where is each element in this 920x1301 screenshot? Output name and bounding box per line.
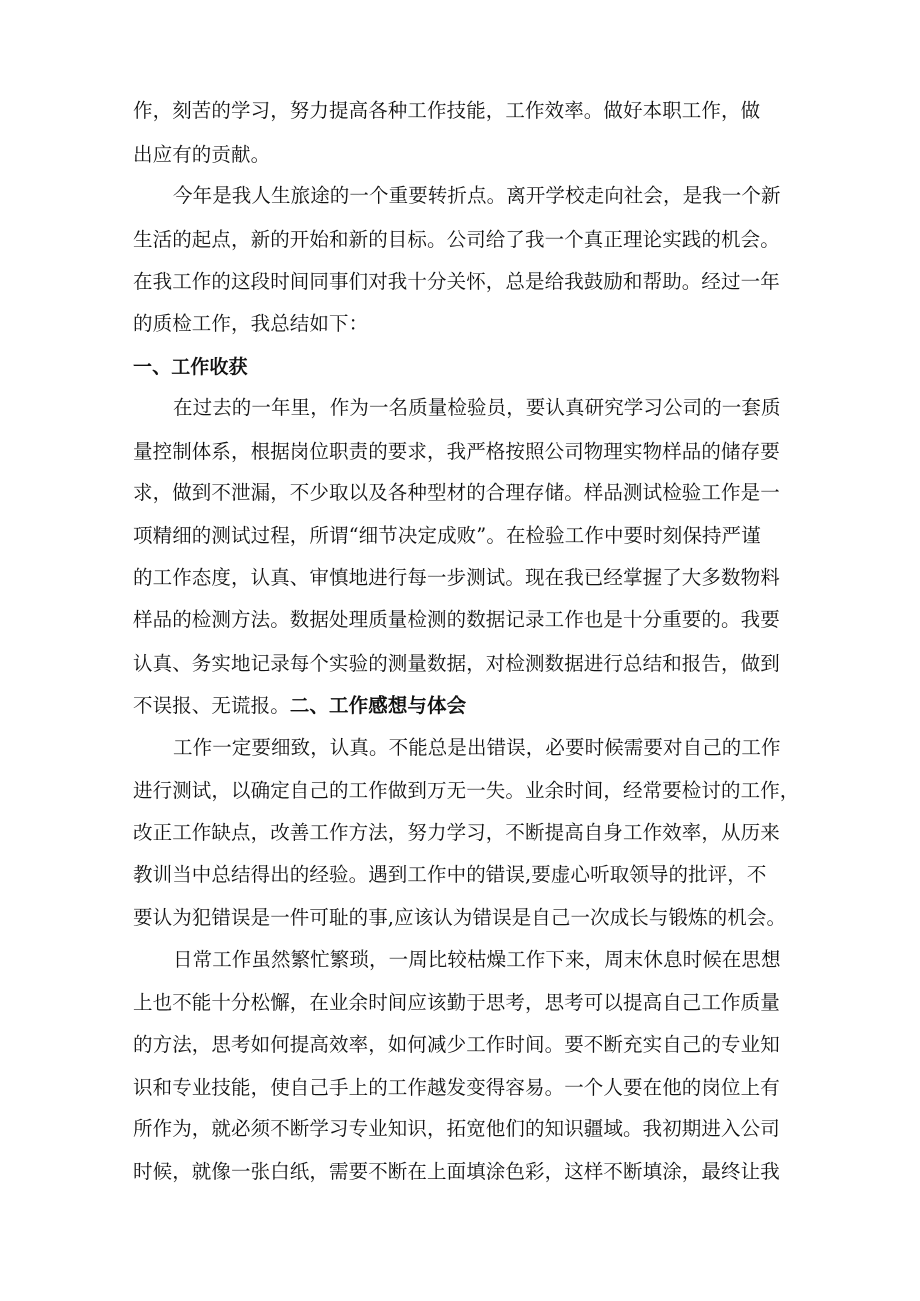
text-line: 项精细的测试过程，所谓“细节决定成败”。在检验工作中要时刻保持严谨 xyxy=(133,524,761,547)
text-line: 的质检工作，我总结如下： xyxy=(133,312,369,335)
text-line: 认真、务实地记录每个实验的测量数据，对检测数据进行总结和报告，做到 xyxy=(133,652,780,675)
paragraph-first-line: 日常工作虽然繁忙繁琐，一周比较枯燥工作下来，周末休息时候在思想 xyxy=(173,948,781,971)
text-line: 作，刻苦的学习，努力提高各种工作技能，工作效率。做好本职工作，做 xyxy=(133,99,761,122)
text-line: 出应有的贡献。 xyxy=(133,143,271,166)
text-line: 改正工作缺点，改善工作方法，努力学习，不断提高自身工作效率，从历来 xyxy=(133,821,780,844)
section-heading: 二、工作感想与体会 xyxy=(289,694,467,717)
text-line: 进行测试，以确定自己的工作做到万无一失。业余时间，经常要检讨的工作， xyxy=(133,779,800,802)
text-line: 生活的起点，新的开始和新的目标。公司给了我一个真正理论实践的机会。 xyxy=(133,228,780,251)
text-line: 量控制体系，根据岗位职责的要求，我严格按照公司物理实物样品的储存要 xyxy=(133,440,780,463)
text-line: 时候，就像一张白纸，需要不断在上面填涂色彩，这样不断填涂，最终让我 xyxy=(133,1160,780,1183)
paragraph-first-line: 今年是我人生旅途的一个重要转折点。离开学校走向社会，是我一个新 xyxy=(173,184,781,207)
text-line: 在我工作的这段时间同事们对我十分关怀，总是给我鼓励和帮助。经过一年 xyxy=(133,270,780,293)
paragraph-first-line: 工作一定要细致，认真。不能总是出错误，必要时候需要对自己的工作 xyxy=(173,736,781,759)
section-heading: 一、工作收获 xyxy=(133,356,248,378)
text-line: 教训当中总结得出的经验。遇到工作中的错误,要虚心听取领导的批评，不 xyxy=(133,863,767,886)
text-line: 上也不能十分松懈，在业余时间应该勤于思考，思考可以提高自己工作质量 xyxy=(133,991,780,1014)
text-fragment: 不误报、无谎报。 xyxy=(133,694,290,717)
text-line-with-heading xyxy=(133,694,466,718)
text-line: 的工作态度，认真、审慎地进行每一步测试。现在我已经掌握了大多数物料 xyxy=(133,566,780,589)
text-line: 的方法，思考如何提高效率，如何减少工作时间。要不断充实自己的专业知 xyxy=(133,1033,780,1056)
paragraph-first-line: 在过去的一年里，作为一名质量检验员，要认真研究学习公司的一套质 xyxy=(173,396,781,419)
text-line: 要认为犯错误是一件可耻的事,应该认为错误是自己一次成长与锻炼的机会。 xyxy=(133,906,787,929)
text-line: 求，做到不泄漏，不少取以及各种型材的合理存储。样品测试检验工作是一 xyxy=(133,481,780,504)
text-line: 识和专业技能，使自己手上的工作越发变得容易。一个人要在他的岗位上有 xyxy=(133,1076,780,1099)
text-line: 所作为，就必须不断学习专业知识，拓宽他们的知识疆域。我初期进入公司 xyxy=(133,1117,780,1140)
text-line: 样品的检测方法。数据处理质量检测的数据记录工作也是十分重要的。我要 xyxy=(133,608,780,631)
